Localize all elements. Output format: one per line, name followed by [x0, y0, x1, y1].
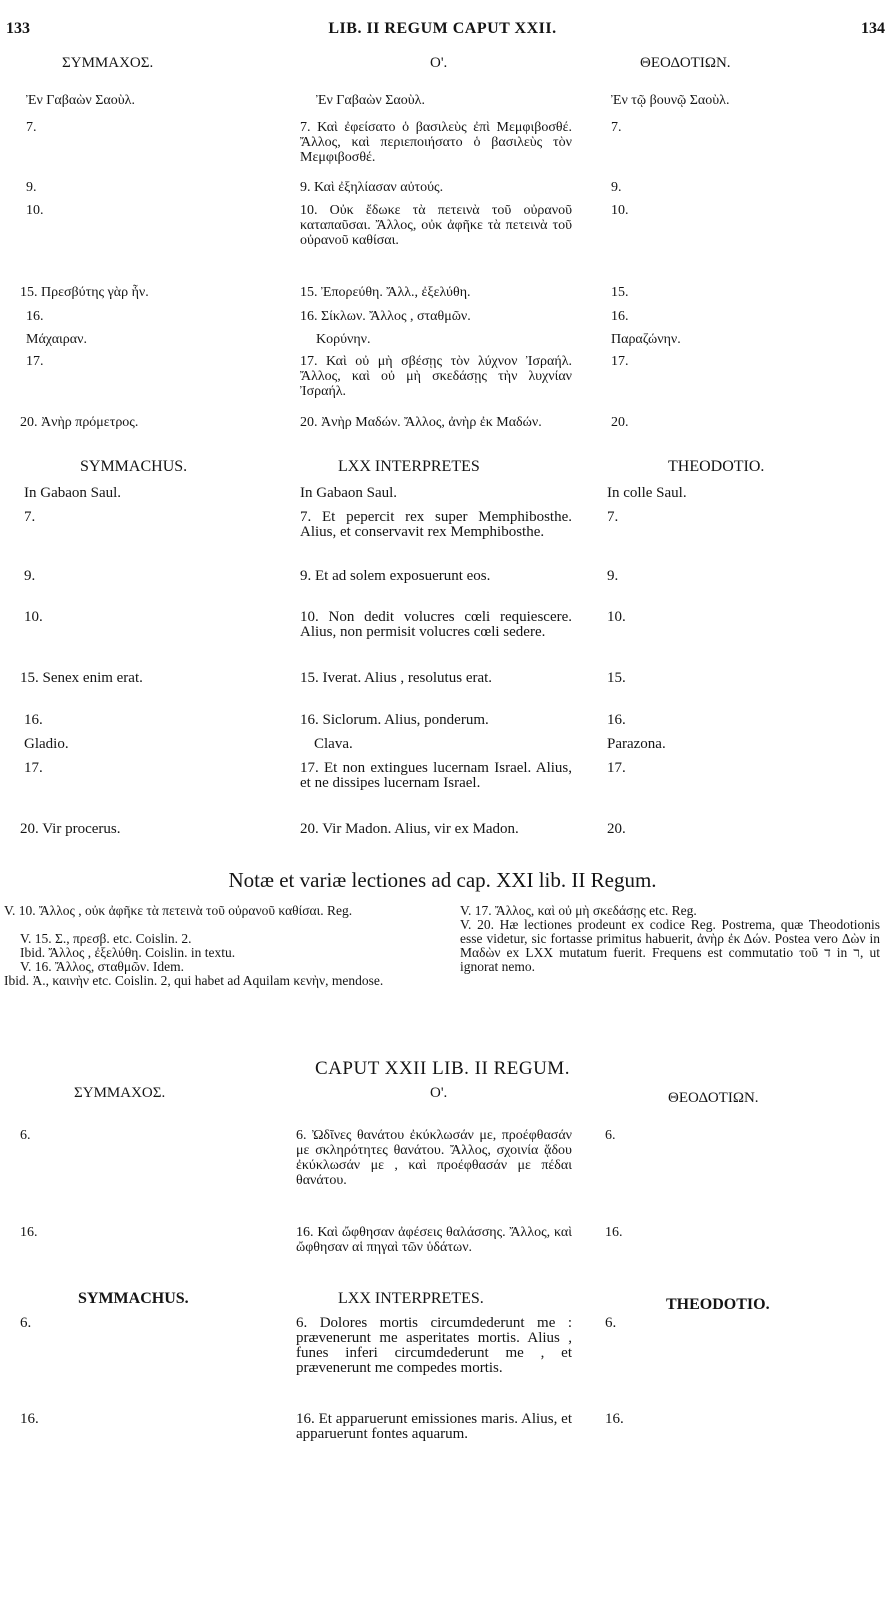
latin-theodotion-cell: 17. [607, 760, 626, 776]
latin-theodotion-cell: 9. [607, 568, 619, 584]
column-head-lxx-latin: LXX INTERPRETES [338, 458, 480, 475]
greek-theodotion-cell: 16. [605, 1225, 623, 1240]
latin-theodotion-cell: 6. [605, 1315, 617, 1331]
greek-lxx-cell: Ἐν Γαβαὼν Σαοὺλ. [316, 93, 425, 108]
latin-lxx-cell: In Gabaon Saul. [300, 485, 398, 501]
latin-lxx-cell: 15. Iverat. Alius , resolutus erat. [300, 670, 493, 686]
latin-theodotion-cell: 20. [607, 821, 626, 837]
column-head-lxx-latin: LXX INTERPRETES. [338, 1290, 484, 1307]
greek-lxx-cell: 20. Ἀνὴρ Μαδών. Ἄλλος, ἀνὴρ ἐκ Μαδών. [300, 415, 542, 430]
latin-lxx-cell: 16. Siclorum. Alius, ponderum. [300, 712, 489, 728]
note-right: V. 17. Ἄλλος, καὶ οὐ μὴ σκεδάσῃς etc. Reg. [460, 903, 697, 918]
greek-theodotion-cell: 16. [611, 309, 629, 324]
latin-theodotion-cell: Parazona. [607, 736, 666, 752]
latin-lxx-cell: 16. Et apparuerunt emissiones maris. Alius, et apparuerunt fontes aquarum. [296, 1411, 572, 1442]
greek-symmachus-cell: 15. Πρεσβύτης γὰρ ἦν. [20, 285, 149, 300]
latin-symmachus-cell: 6. [20, 1315, 32, 1331]
latin-symmachus-cell: 7. [24, 509, 36, 525]
latin-symmachus-cell: In Gabaon Saul. [24, 485, 122, 501]
greek-symmachus-cell: 16. [20, 1225, 38, 1240]
latin-theodotion-cell: 10. [607, 609, 626, 625]
latin-lxx-cell: 10. Non dedit volucres cœli requiescere. Alius, non permisit volucres cœli sedere. [300, 609, 572, 640]
column-head-symmachus-latin: SYMMACHUS. [80, 458, 188, 475]
greek-lxx-cell: 6. Ὠδῖνες θανάτου ἐκύκλωσάν με, προέφθασάν με σκληρότητες θανάτου. Ἄλλος, σχοινία ᾅδου ἐκύκλωσάν με , καὶ προέφθασάν με πέδαι θανάτου. [296, 1128, 572, 1188]
greek-symmachus-cell: 10. [26, 203, 44, 218]
greek-lxx-cell: 17. Καὶ οὐ μὴ σβέσῃς τὸν λύχνον Ἰσραήλ. Ἄλλος, καὶ οὐ μὴ σκεδάσῃς τὴν λυχνίαν Ἰσραήλ. [300, 354, 572, 399]
column-head-theodotion-greek: ΘΕΟΔΟΤΙΩΝ. [668, 1090, 759, 1106]
latin-lxx-cell: 20. Vir Madon. Alius, vir ex Madon. [300, 821, 519, 837]
column-head-symmachus-greek: ΣΥΜΜΑΧΟΣ. [62, 55, 154, 71]
greek-lxx-cell: 7. Καὶ ἐφείσατο ὁ βασιλεὺς ἐπὶ Μεμφιβοσθέ. Ἄλλος, καὶ περιεποιήσατο ὁ βασιλεὺς τὸν Μεμφιβοσθέ. [300, 120, 572, 165]
greek-theodotion-cell: 20. [611, 415, 629, 430]
column-head-theodotion-latin: THEODOTIO. [666, 1296, 770, 1313]
column-head-theodotion-greek: ΘΕΟΔΟΤΙΩΝ. [640, 55, 731, 71]
greek-symmachus-cell: 16. [26, 309, 44, 324]
latin-symmachus-cell: 16. [24, 712, 43, 728]
latin-symmachus-cell: 17. [24, 760, 43, 776]
greek-lxx-cell: 10. Οὐκ ἔδωκε τὰ πετεινὰ τοῦ οὐρανοῦ καταπαῦσαι. Ἄλλος, οὐκ ἀφῆκε τὰ πετεινὰ τοῦ οὐρανοῦ καθίσαι. [300, 203, 572, 248]
note-left: Ibid. Ἀ., καινὴν etc. Coislin. 2, qui habet ad Aquilam κενὴν, mendose. [4, 973, 384, 988]
column-head-theodotion-latin: THEODOTIO. [668, 458, 765, 475]
greek-lxx-cell: 9. Καὶ ἐξηλίασαν αὐτούς. [300, 180, 444, 195]
latin-theodotion-cell: 16. [605, 1411, 624, 1427]
greek-lxx-cell: 16. Καὶ ὤφθησαν ἀφέσεις θαλάσσης. Ἄλλος, καὶ ὤφθησαν αἱ πηγαὶ τῶν ὑδάτων. [296, 1225, 572, 1255]
note-left: V. 10. Ἄλλος , οὐκ ἀφῆκε τὰ πετεινὰ τοῦ οὐρανοῦ καθίσαι. Reg. [4, 903, 353, 918]
note-right: V. 20. Hæ lectiones prodeunt ex codice Reg. Postrema, quæ Theodotionis esse videtur, sic fortasse primitus habuerit, ἀνὴρ ἐκ Δών. Postea vero Δὼν in Μαδὼν ex LXX mutatum fuerit. Frequens est commutatio τοῦ ד in ר, ut ignorat nemo. [460, 917, 880, 974]
page-number-left: 133 [6, 20, 30, 37]
note-left: V. 16. Ἄλλος, σταθμῶν. Idem. [20, 959, 184, 974]
latin-symmachus-cell: 10. [24, 609, 43, 625]
greek-theodotion-cell: Παραζώνην. [611, 332, 681, 347]
running-title: LIB. II REGUM CAPUT XXII. [328, 20, 557, 37]
greek-symmachus-cell: 7. [26, 120, 37, 135]
latin-symmachus-cell: 16. [20, 1411, 39, 1427]
greek-symmachus-cell: 9. [26, 180, 37, 195]
latin-symmachus-cell: 15. Senex enim erat. [20, 670, 143, 686]
greek-symmachus-cell: 17. [26, 354, 44, 369]
latin-theodotion-cell: 15. [607, 670, 626, 686]
latin-theodotion-cell: In colle Saul. [607, 485, 687, 501]
latin-symmachus-cell: 20. Vir procerus. [20, 821, 121, 837]
greek-theodotion-cell: Ἐν τῷ βουνῷ Σαοὺλ. [611, 93, 730, 108]
latin-lxx-cell: 17. Et non extingues lucernam Israel. Alius, et ne dissipes lucernam Israel. [300, 760, 572, 791]
greek-theodotion-cell: 7. [611, 120, 622, 135]
latin-lxx-cell: 6. Dolores mortis circumdederunt me : prævenerunt me asperitates mortis. Alius , funes inferi circumdederunt me , et prævenerunt me compedes mortis. [296, 1315, 572, 1376]
note-left: Ibid. Ἄλλος , ἐξελύθη. Coislin. in textu. [20, 945, 236, 960]
latin-theodotion-cell: 7. [607, 509, 619, 525]
greek-theodotion-cell: 10. [611, 203, 629, 218]
latin-lxx-cell: Clava. [314, 736, 353, 752]
greek-theodotion-cell: 6. [605, 1128, 616, 1143]
latin-symmachus-cell: 9. [24, 568, 36, 584]
greek-lxx-cell: 16. Σίκλων. Ἄλλος , σταθμῶν. [300, 309, 471, 324]
notes-title: Notæ et variæ lectiones ad cap. XXI lib. II Regum. [228, 868, 657, 892]
greek-theodotion-cell: 17. [611, 354, 629, 369]
column-head-lxx-greek: Ο'. [430, 1085, 448, 1101]
column-head-symmachus-greek: ΣΥΜΜΑΧΟΣ. [74, 1085, 166, 1101]
page-number-right: 134 [861, 20, 885, 37]
chapter-title: CAPUT XXII LIB. II REGUM. [315, 1058, 570, 1079]
greek-lxx-cell: Κορύνην. [316, 332, 371, 347]
column-head-symmachus-latin: SYMMACHUS. [78, 1290, 189, 1307]
latin-theodotion-cell: 16. [607, 712, 626, 728]
greek-symmachus-cell: Μάχαιραν. [26, 332, 87, 347]
latin-lxx-cell: 9. Et ad solem exposuerunt eos. [300, 568, 491, 584]
greek-symmachus-cell: Ἐν Γαβαὼν Σαοὺλ. [26, 93, 135, 108]
greek-theodotion-cell: 15. [611, 285, 629, 300]
greek-lxx-cell: 15. Ἐπορεύθη. Ἄλλ., ἐξελύθη. [300, 285, 471, 300]
greek-theodotion-cell: 9. [611, 180, 622, 195]
latin-symmachus-cell: Gladio. [24, 736, 69, 752]
note-left: V. 15. Σ., πρεσβ. etc. Coislin. 2. [20, 931, 192, 946]
latin-lxx-cell: 7. Et pepercit rex super Memphibosthe. Alius, et conservavit rex Memphibosthe. [300, 509, 572, 540]
column-head-lxx-greek: Ο'. [430, 55, 448, 71]
greek-symmachus-cell: 6. [20, 1128, 31, 1143]
greek-symmachus-cell: 20. Ἀνὴρ πρόμετρος. [20, 415, 139, 430]
